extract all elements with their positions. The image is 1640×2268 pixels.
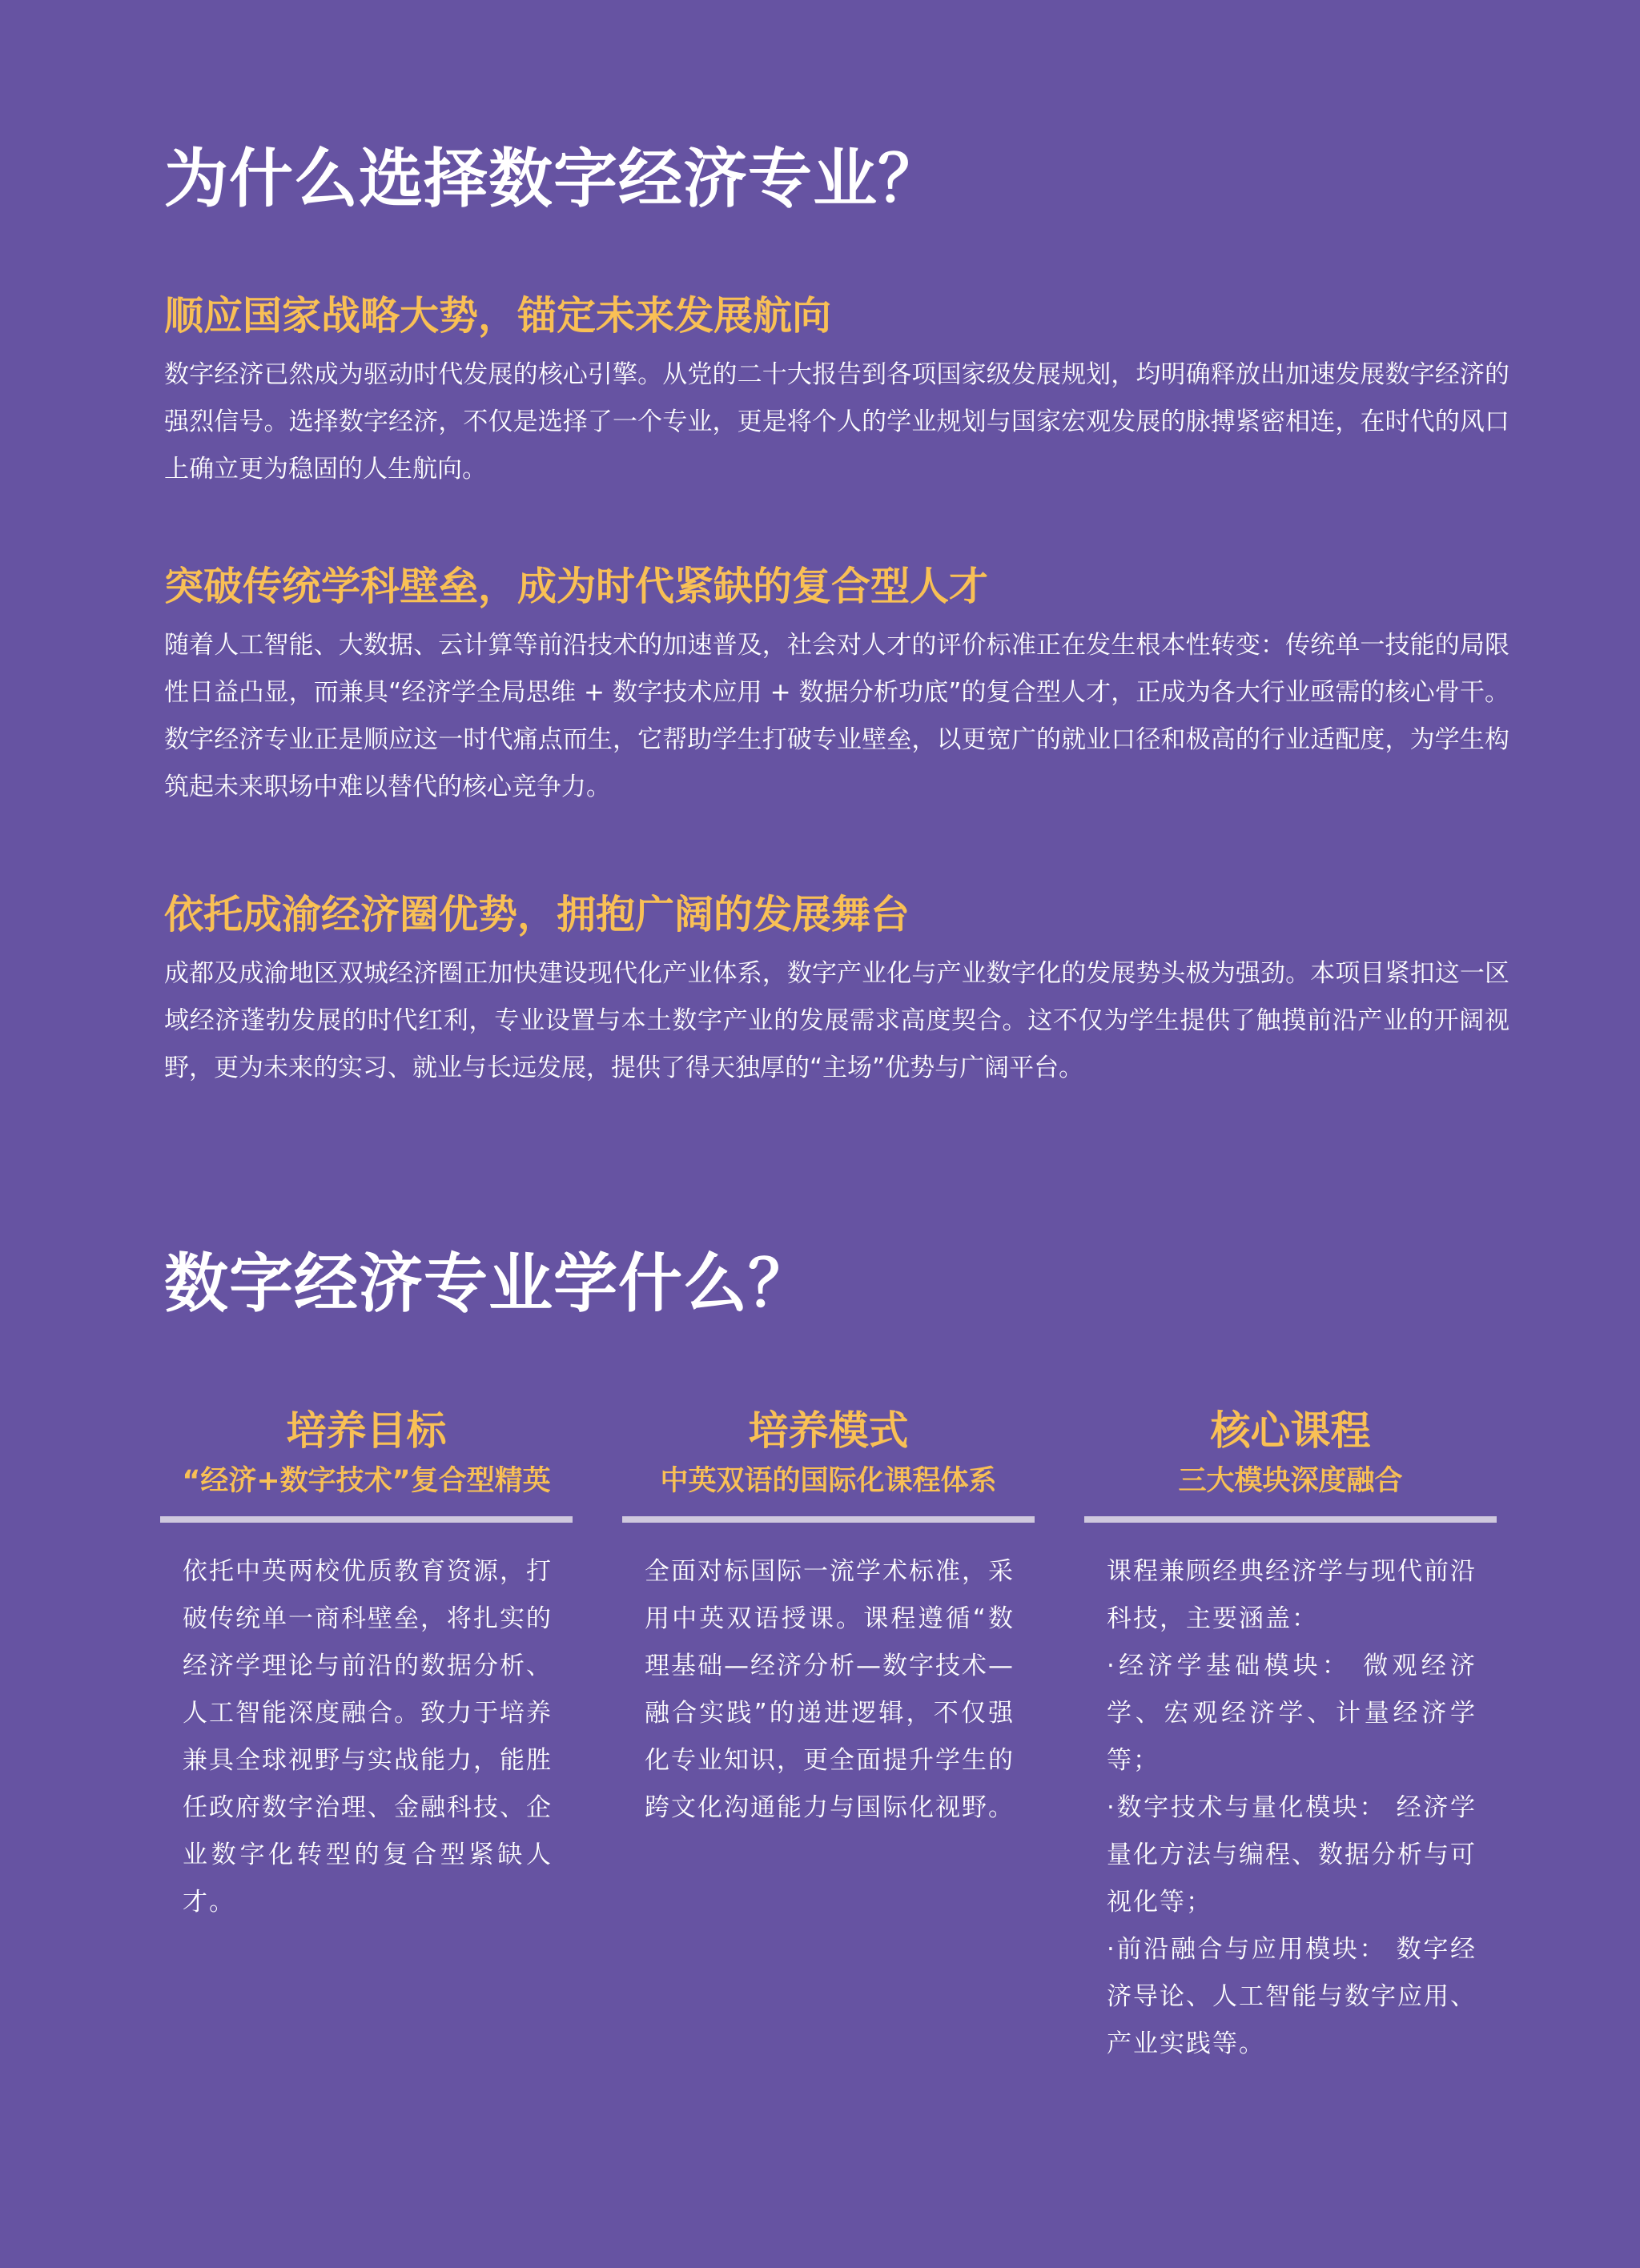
reason-text: 成都及成渝地区双城经济圈正加快建设现代化产业体系，数字产业化与产业数字化的发展势头极为强劲。本项目紧扣这一区域经济蓬勃发展的时代红利，专业设置与本土数字产业的发展需求高度契合。这不仅为学生提供了触摸前沿产业的开阔视野，更为未来的实习、就业与长远发展，提供了得天独厚的“主场”优势与广阔平台。 — [164, 958, 1509, 1082]
section-title-why: 为什么选择数字经济专业？ — [164, 142, 943, 216]
column-core-courses — [1084, 1403, 1497, 2068]
column-title: 培养模式 — [748, 1407, 909, 1454]
reason-chengyu-region — [164, 892, 1509, 1092]
column-training-mode — [622, 1403, 1035, 1832]
column-text: 依托中英两校优质教育资源，打破传统单一商科壁垒，将扎实的经济学理论与前沿的数据分析、人工智能深度融合。致力于培养兼具全球视野与实战能力，能胜任政府数字治理、金融科技、企业数字化转型的复合型紧缺人才。 — [183, 1557, 553, 1917]
reason-text: 随着人工智能、大数据、云计算等前沿技术的加速普及，社会对人才的评价标准正在发生根本性转变：传统单一技能的局限性日益凸显，而兼具“经济学全局思维 + 数字技术应用 + 数据分析功底”的复合型人才，正成为各大行业亟需的核心骨干。数字经济专业正是顺应这一时代痛点而生，它帮助学生打破专业壁垒，以更宽广的就业口径和极高的行业适配度，为学生构筑起未来职场中难以替代的核心竞争力。 — [164, 630, 1509, 801]
reason-heading: 顺应国家战略大势，锚定未来发展航向 — [164, 293, 832, 339]
reason-heading: 依托成渝经济圈优势，拥抱广阔的发展舞台 — [164, 892, 910, 937]
column-training-goal — [160, 1403, 573, 1926]
column-subtitle: 中英双语的国际化课程体系 — [660, 1465, 997, 1497]
column-divider — [622, 1516, 1035, 1523]
column-subtitle: 三大模块深度融合 — [1178, 1465, 1403, 1497]
course-module-frontier: ·前沿融合与应用模块： 数字经济导论、人工智能与数字应用、产业实践等。 — [1107, 1935, 1477, 2058]
course-module-digital-tech: ·数字技术与量化模块： 经济学量化方法与编程、数据分析与可视化等； — [1107, 1793, 1477, 1917]
column-text: 全面对标国际一流学术标准，采用中英双语授课。课程遵循“数理基础—经济分析—数字技术—融合实践”的递进逻辑，不仅强化专业知识，更全面提升学生的跨文化沟通能力与国际化视野。 — [645, 1557, 1015, 1822]
course-intro: 课程兼顾经典经济学与现代前沿科技，主要涵盖： — [1107, 1557, 1477, 1633]
column-divider — [1084, 1516, 1497, 1523]
reason-interdisciplinary — [164, 564, 1509, 811]
reason-heading: 突破传统学科壁垒，成为时代紧缺的复合型人才 — [164, 564, 989, 609]
column-text — [1084, 1548, 1477, 2068]
column-subtitle: “经济+数字技术”复合型精英 — [182, 1465, 551, 1497]
column-divider — [160, 1516, 573, 1523]
reason-text: 数字经济已然成为驱动时代发展的核心引擎。从党的二十大报告到各项国家级发展规划，均明确释放出加速发展数字经济的强烈信号。选择数字经济，不仅是选择了一个专业，更是将个人的学业规划与国家宏观发展的脉搏紧密相连，在时代的风口上确立更为稳固的人生航向。 — [164, 359, 1509, 484]
column-title: 培养目标 — [286, 1407, 447, 1454]
column-title: 核心课程 — [1210, 1407, 1371, 1454]
course-module-economics: ·经济学基础模块： 微观经济学、宏观经济学、计量经济学等； — [1107, 1652, 1477, 1775]
section-title-learn: 数字经济专业学什么？ — [164, 1246, 813, 1321]
reason-national-strategy — [164, 293, 1509, 493]
